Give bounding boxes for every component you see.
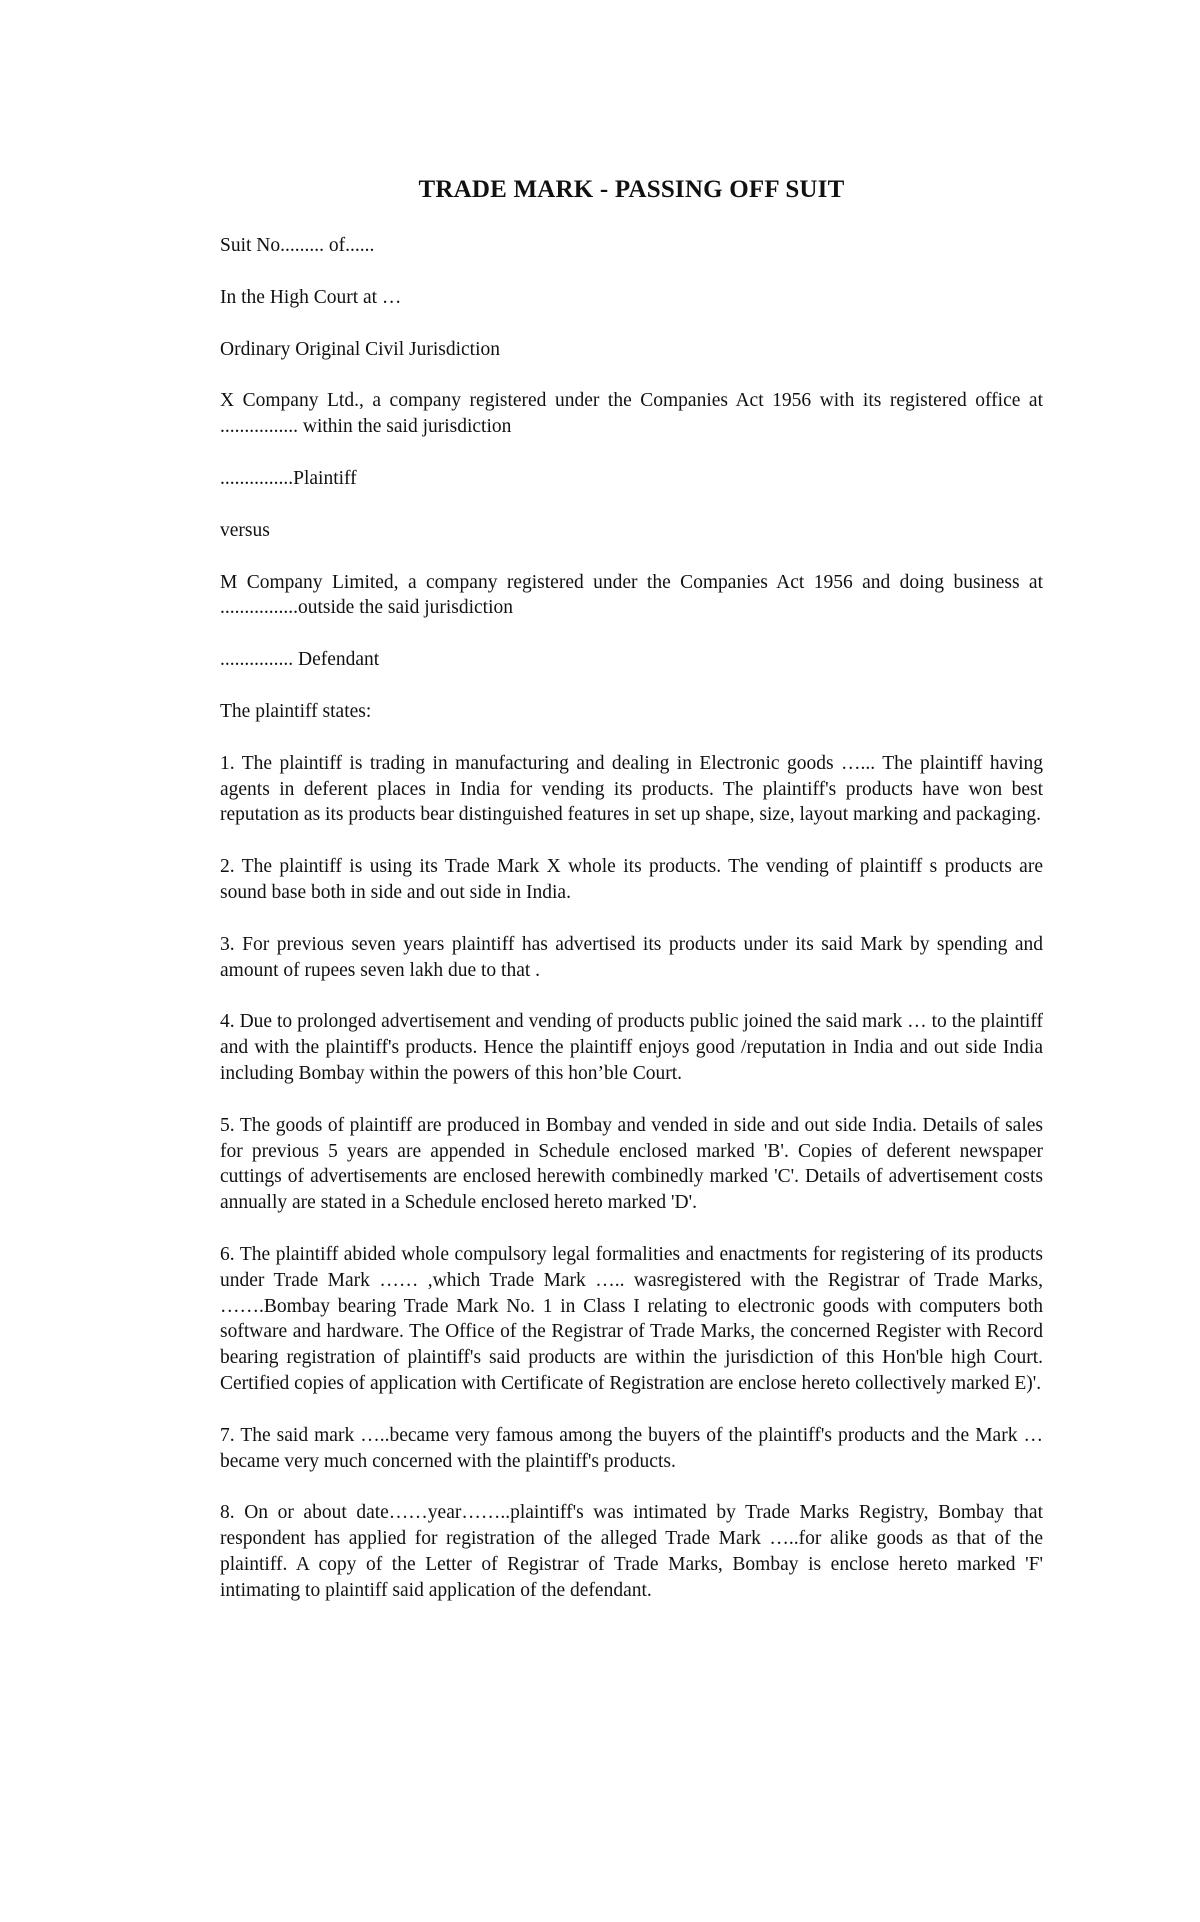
paragraph-3: 3. For previous seven years plaintiff has advertised its products under its said Mark by spending and amount of rupees seven lakh due to that . [220, 933, 1043, 981]
plaintiff-states-intro: The plaintiff states: [220, 700, 372, 722]
paragraph-4: 4. Due to prolonged advertisement and vending of products public joined the said mark … to the plaintiff and with the plaintiff's products. Hence the plaintiff enjoys good /reputation in India and out side India including Bombay within the powers of this hon’ble Court. [220, 1011, 1043, 1084]
suit-number: Suit No......... of...... [220, 235, 375, 256]
paragraph-6: 6. The plaintiff abided whole compulsory legal formalities and enactments for registering of its products under Trade Mark …… ,which Trade Mark ….. wasregistered with the Registrar of Trade Marks, …….Bombay bearing Trade Mark No. 1 in Class I relating to electronic goods with computers both software and hardware. The Office of the Registrar of Trade Marks, the concerned Register with Record bearing registration of plaintiff's said products are within the jurisdiction of this Hon'ble high Court. Certified copies of application with Certificate of Registration are enclose hereto collectively marked E)'. [220, 1243, 1043, 1394]
court-name: In the High Court at … [220, 286, 402, 308]
defendant-description: M Company Limited, a company registered under the Companies Act 1956 and doing business at ................outside the said jurisdiction [220, 571, 1043, 619]
jurisdiction-line: Ordinary Original Civil Jurisdiction [220, 338, 501, 360]
plaintiff-description: X Company Ltd., a company registered under the Companies Act 1956 with its registered office at ................ within the said jurisdiction [220, 390, 1043, 438]
document-body [220, 175, 1043, 1629]
defendant-label: ............... Defendant [220, 649, 380, 671]
paragraph-5: 5. The goods of plaintiff are produced in Bombay and vended in side and out side India. Details of sales for previous 5 years are appended in Schedule enclosed marked 'B'. Copies of deferent newspaper cuttings of advertisements are enclosed herewith combinedly marked 'C'. Details of advertisement costs annually are stated in a Schedule enclosed hereto marked 'D'. [220, 1114, 1043, 1214]
paragraph-1: 1. The plaintiff is trading in manufacturing and dealing in Electronic goods …... The plaintiff having agents in deferent places in India for vending its products. The plaintiff's products have won best reputation as its products bear distinguished features in set up shape, size, layout marking and packaging. [220, 752, 1043, 826]
versus-line: versus [220, 519, 270, 541]
document-title: TRADE MARK - PASSING OFF SUIT [418, 176, 845, 203]
paragraph-2: 2. The plaintiff is using its Trade Mark X whole its products. The vending of plaintiff s products are sound base both in side and out side in India. [220, 856, 1043, 903]
paragraph-8: 8. On or about date……year……..plaintiff's was intimated by Trade Marks Registry, Bombay that respondent has applied for registration of the alleged Trade Mark …..for alike goods as that of the plaintiff. A copy of the Letter of Registrar of Trade Marks, Bombay is enclose hereto marked 'F' intimating to plaintiff said application of the defendant. [220, 1502, 1043, 1601]
paragraph-7: 7. The said mark …..became very famous among the buyers of the plaintiff's products and the Mark … became very much concerned with the plaintiff's products. [220, 1424, 1043, 1472]
plaintiff-label: ...............Plaintiff [220, 467, 357, 489]
